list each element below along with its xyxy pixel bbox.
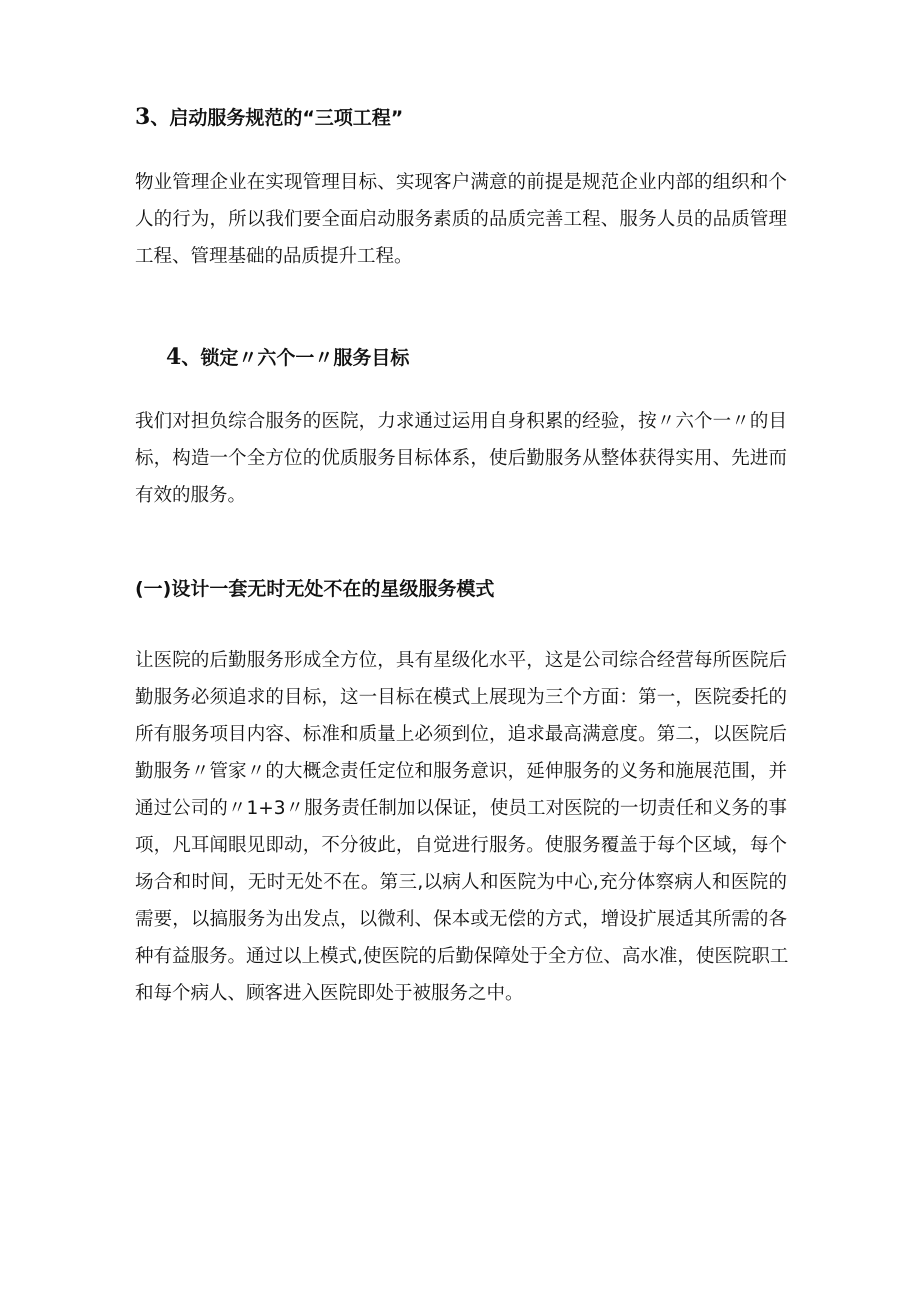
paragraph-line: 通过公司的〃1+3〃服务责任制加以保证，使员工对医院的一切责任和义务的事 — [135, 798, 787, 819]
paragraph-line: 勤服务〃管家〃的大概念责任定位和服务意识，延伸服务的义务和施展范围，并 — [135, 761, 787, 782]
paragraph-line: 需要，以搞服务为出发点，以微利、保本或无偿的方式，增设扩展适其所需的各 — [135, 909, 787, 930]
paragraph-line: 有效的服务。 — [135, 485, 247, 506]
section-3-heading — [135, 104, 403, 131]
section-4-paragraph — [135, 403, 787, 514]
paragraph-line: 和每个病人、顾客进入医院即处于被服务之中。 — [135, 983, 524, 1004]
paragraph-line: 工程、管理基础的品质提升工程。 — [135, 246, 413, 267]
section-4-heading — [166, 344, 409, 371]
paragraph-line: 标，构造一个全方位的优质服务目标体系，使后勤服务从整体获得实用、先进而 — [135, 448, 787, 469]
paragraph-line: 种有益服务。通过以上模式,使医院的后勤保障处于全方位、高水准，使医院职工 — [135, 946, 789, 967]
section-3-paragraph — [135, 164, 787, 275]
section-4-title: 、锁定〃六个一〃服务目标 — [181, 347, 410, 369]
subsection-1-heading — [135, 576, 494, 602]
subsection-1-title: (一)设计一套无时无处不在的星级服务模式 — [135, 578, 495, 600]
paragraph-line: 勤服务必须追求的目标，这一目标在模式上展现为三个方面：第一，医院委托的 — [135, 687, 787, 708]
paragraph-line: 物业管理企业在实现管理目标、实现客户满意的前提是规范企业内部的组织和个 — [135, 172, 787, 193]
paragraph-line: 人的行为，所以我们要全面启动服务素质的品质完善工程、服务人员的品质管理 — [135, 209, 787, 230]
paragraph-line: 我们对担负综合服务的医院，力求通过运用自身积累的经验，按〃六个一〃的目 — [135, 411, 787, 432]
subsection-1-paragraph — [135, 642, 787, 1012]
section-3-number: 3 — [135, 104, 151, 130]
section-3-title: 、启动服务规范的“三项工程” — [150, 107, 404, 129]
paragraph-line: 让医院的后勤服务形成全方位，具有星级化水平，这是公司综合经营每所医院后 — [135, 650, 787, 671]
paragraph-line: 所有服务项目内容、标准和质量上必须到位，追求最高满意度。第二，以医院后 — [135, 724, 787, 745]
paragraph-line: 项，凡耳闻眼见即动，不分彼此，自觉进行服务。使服务覆盖于每个区域，每个 — [135, 835, 787, 856]
paragraph-line: 场合和时间，无时无处不在。第三,以病人和医院为中心,充分体察病人和医院的 — [135, 872, 787, 893]
section-4-number: 4 — [166, 344, 182, 370]
